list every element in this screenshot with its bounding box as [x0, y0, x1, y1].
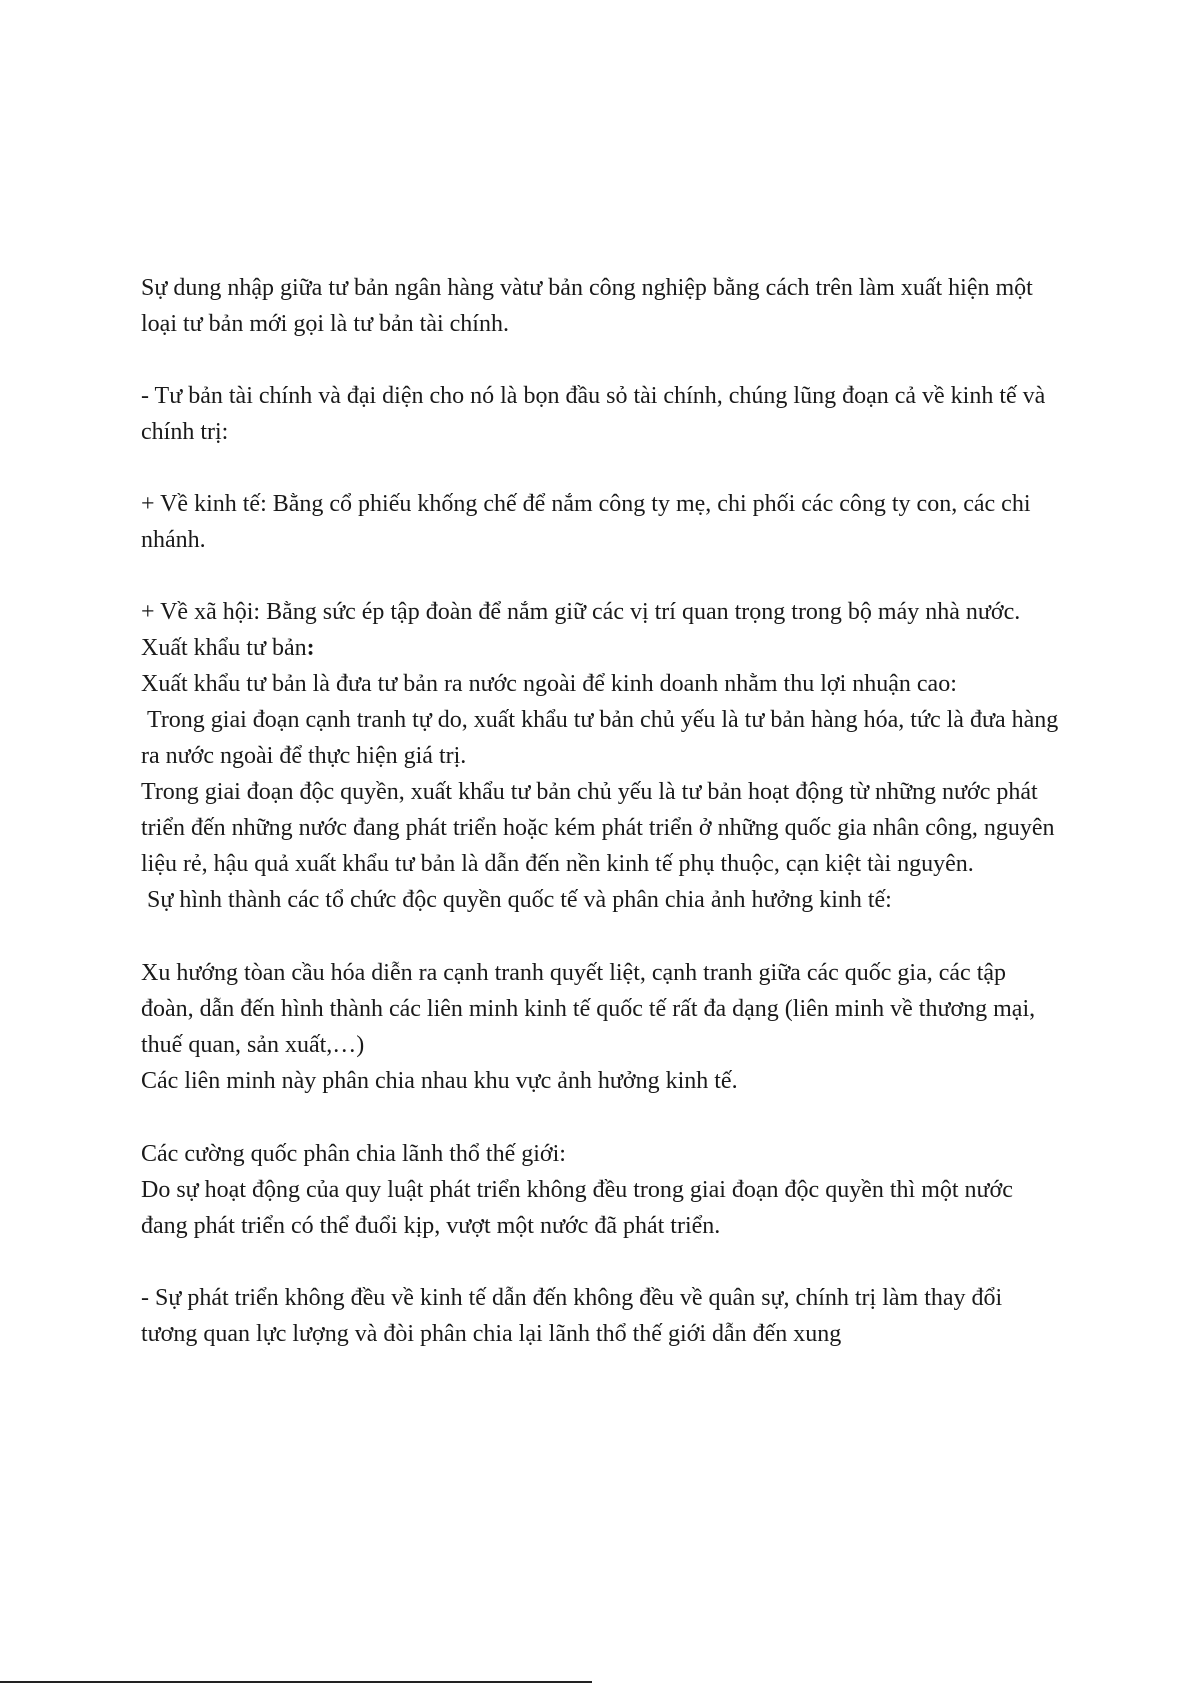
paragraph-financial-capital: Sự dung nhập giữa tư bản ngân hàng vàtư bản công nghiệp bằng cách trên làm xuất hiện một loại tư bản mới gọi là tư bản tài chính.: [141, 275, 1033, 337]
paragraph-financial-oligarchy: - Tư bản tài chính và đại diện cho nó là bọn đầu sỏ tài chính, chúng lũng đoạn cả về kinh tế và chính trị:: [141, 383, 1046, 445]
paragraph-uneven-military: - Sự phát triển không đều về kinh tế dẫn đến không đều về quân sự, chính trị làm thay đổi tương quan lực lượng và đòi phân chia lại lãnh thổ thế giới dẫn đến xung: [141, 1285, 1003, 1347]
paragraph-alliances: Các liên minh này phân chia nhau khu vực ảnh hưởng kinh tế.: [141, 1068, 738, 1094]
page-bottom-rule: [0, 1681, 592, 1683]
heading-capital-export-text: Xuất khẩu tư bản: [141, 635, 307, 661]
paragraph-economic-control: + Về kinh tế: Bằng cổ phiếu khống chế để nắm công ty mẹ, chi phối các công ty con, các chi nhánh.: [141, 491, 1031, 553]
heading-territory-division: Các cường quốc phân chia lãnh thổ thế giới:: [141, 1141, 566, 1167]
document-page: [141, 270, 1065, 1352]
paragraph-monopoly-stage: Trong giai đoạn độc quyền, xuất khẩu tư bản chủ yếu là tư bản hoạt động từ những nước phát triển đến những nước đang phát triển hoặc kém phát triển ở những quốc gia nhân công, nguyên liệu rẻ, hậu quả xuất khẩu tư bản là dẫn đến nền kinh tế phụ thuộc, cạn kiệt tài nguyên.: [141, 779, 1055, 877]
paragraph-international-monopolies: Sự hình thành các tổ chức độc quyền quốc tế và phân chia ảnh hưởng kinh tế:: [141, 887, 892, 913]
paragraph-social-control: + Về xã hội: Bằng sức ép tập đoàn để nắm giữ các vị trí quan trọng trong bộ máy nhà nước.: [141, 599, 1021, 625]
paragraph-free-competition: Trong giai đoạn cạnh tranh tự do, xuất khẩu tư bản chủ yếu là tư bản hàng hóa, tức là đưa hàng ra nước ngoài để thực hiện giá trị.: [141, 707, 1065, 769]
heading-capital-export-colon: :: [306, 635, 315, 661]
paragraph-uneven-development: Do sự hoạt động của quy luật phát triển không đều trong giai đoạn độc quyền thì một nước đang phát triển có thể đuổi kịp, vượt một nước đã phát triển.: [141, 1177, 1013, 1239]
paragraph-capital-export-definition: Xuất khẩu tư bản là đưa tư bản ra nước ngoài để kinh doanh nhằm thu lợi nhuận cao:: [141, 671, 957, 697]
heading-capital-export: [141, 630, 1061, 666]
paragraph-globalization: Xu hướng tòan cầu hóa diễn ra cạnh tranh quyết liệt, cạnh tranh giữa các quốc gia, các tập đoàn, dẫn đến hình thành các liên minh kinh tế quốc tế rất đa dạng (liên minh về thương mại, thuế quan, sản xuất,…): [141, 960, 1036, 1058]
